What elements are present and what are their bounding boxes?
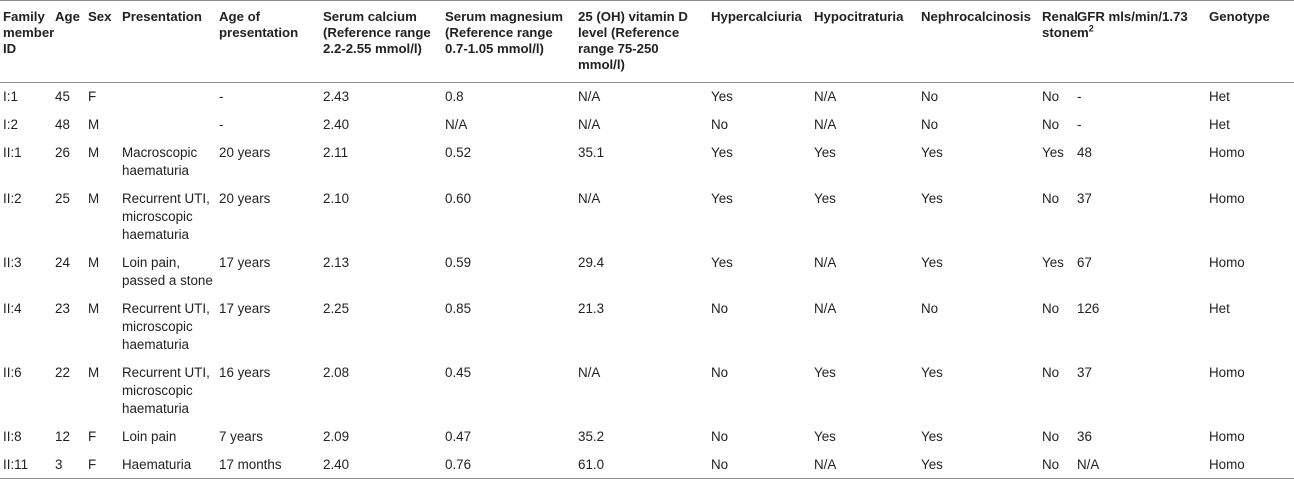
cell-age-of-presentation: 7 years [219,428,263,444]
header-age: Age [52,1,85,83]
cell-hypercalciuria: No [711,428,729,444]
cell-age-of-presentation: 20 years [219,190,271,206]
cell-hypercalciuria: No [711,300,729,316]
header-sex: Sex [85,1,119,83]
cell-age: 48 [55,116,70,132]
header-gfr-label: GFR mls/min/1.73 m [1077,9,1188,40]
cell-serum-calcium: 2.40 [320,451,442,479]
header-serum-magnesium: Serum magnesium (Reference range 0.7-1.05 mmol/l) [442,1,575,83]
cell-renal-stone: No [1042,89,1060,104]
cell-age: 45 [55,89,70,104]
header-age-of-presentation: Age of presentation [216,1,320,83]
cell-renal-stone: No [1039,451,1074,479]
cell-vitamin-d: N/A [578,116,601,132]
cell-genotype: Homo [1209,144,1245,160]
table-row [0,139,1294,185]
cell-vitamin-d: 29.4 [578,254,605,270]
cell-serum-calcium: 2.13 [323,254,350,270]
cell-renal-stone: No [1042,364,1060,380]
cell-vitamin-d: N/A [578,364,601,380]
table-row [0,83,1294,111]
cell-presentation: Recurrent UTI, microscopic haematuria [122,190,210,242]
cell-sex: F [85,451,119,479]
cell-hypocitraturia: Yes [814,364,836,380]
cell-age: 24 [55,254,70,270]
cell-presentation: Recurrent UTI, microscopic haematuria [122,300,210,352]
cell-nephrocalcinosis: Yes [921,144,943,160]
cell-hypocitraturia: Yes [814,428,836,444]
cell-presentation [119,111,216,139]
header-gfr [1074,1,1206,83]
header-gfr-superscript: 2 [1088,23,1094,34]
cell-age-of-presentation: 17 months [216,451,320,479]
cell-serum-magnesium: 0.52 [445,144,472,160]
cell-age-of-presentation: 17 years [219,300,271,316]
cell-serum-magnesium: 0.85 [445,300,472,316]
cell-serum-magnesium: 0.59 [445,254,472,270]
cell-gfr: - [1077,116,1082,132]
cell-vitamin-d: 35.2 [578,428,605,444]
cell-serum-calcium: 2.11 [323,144,349,160]
cell-member-id: II:2 [3,190,22,206]
cell-hypercalciuria: No [711,364,729,380]
cell-age: 26 [55,144,70,160]
cell-genotype: Homo [1209,364,1245,380]
cell-nephrocalcinosis: No [921,89,939,104]
cell-presentation [119,83,216,111]
cell-hypocitraturia: N/A [814,254,837,270]
cell-hypocitraturia: N/A [811,451,918,479]
cell-serum-calcium: 2.08 [323,364,350,380]
cell-serum-calcium: 2.09 [323,428,350,444]
cell-age-of-presentation: - [219,116,224,132]
cell-sex: F [88,428,97,444]
header-nephrocalcinosis: Nephrocalcinosis [918,1,1039,83]
cell-vitamin-d: 21.3 [578,300,605,316]
cell-age-of-presentation: 20 years [219,144,271,160]
cell-nephrocalcinosis: No [921,300,939,316]
cell-serum-magnesium: 0.76 [442,451,575,479]
header-serum-calcium: Serum calcium (Reference range 2.2-2.55 mmol/l) [320,1,442,83]
cell-serum-calcium: 2.25 [323,300,350,316]
cell-genotype: Het [1209,300,1230,316]
cell-sex: M [88,144,100,160]
table-row [0,451,1294,479]
cell-hypocitraturia: Yes [814,144,836,160]
cell-nephrocalcinosis: Yes [921,364,943,380]
cell-vitamin-d: N/A [578,190,601,206]
cell-nephrocalcinosis: Yes [921,254,943,270]
cell-age: 3 [52,451,85,479]
cell-hypocitraturia: N/A [814,89,837,104]
cell-nephrocalcinosis: Yes [918,451,1039,479]
table-row [0,249,1294,295]
cell-hypercalciuria: No [708,451,811,479]
cell-presentation: Recurrent UTI, microscopic haematuria [122,364,210,416]
cell-gfr: 37 [1077,190,1092,206]
cell-member-id: II:3 [3,254,22,270]
table-row [0,295,1294,359]
cell-renal-stone: Yes [1042,254,1064,270]
cell-nephrocalcinosis: Yes [921,428,943,444]
cell-renal-stone: No [1042,116,1060,132]
cell-member-id: II:1 [3,144,22,160]
cell-member-id: II:8 [3,428,22,444]
header-renal-stone: Renal stone [1039,1,1074,83]
cell-sex: M [88,116,100,132]
cell-sex: M [88,300,100,316]
cell-renal-stone: Yes [1042,144,1064,160]
cell-gfr: 37 [1077,364,1092,380]
cell-vitamin-d: N/A [578,89,601,104]
cell-genotype: Homo [1209,190,1245,206]
header-vitamin-d: 25 (OH) vitamin D level (Reference range 75-250 mmol/l) [575,1,708,83]
table-row [0,359,1294,423]
cell-presentation: Loin pain [122,428,177,444]
cell-age-of-presentation: 17 years [219,254,271,270]
cell-sex: M [88,190,100,206]
header-presentation: Presentation [119,1,216,83]
cell-age-of-presentation: - [219,89,224,104]
cell-renal-stone: No [1042,190,1060,206]
cell-gfr: 67 [1077,254,1092,270]
cell-hypercalciuria: Yes [711,190,733,206]
cell-presentation: Haematuria [119,451,216,479]
cell-gfr: - [1077,89,1082,104]
cell-gfr: N/A [1074,451,1206,479]
cell-serum-calcium: 2.10 [323,190,350,206]
cell-serum-magnesium: 0.45 [445,364,472,380]
table-row [0,111,1294,139]
cell-gfr: 36 [1077,428,1092,444]
header-genotype: Genotype [1206,1,1294,83]
cell-hypercalciuria: Yes [711,89,733,104]
table-row [0,185,1294,249]
cell-serum-magnesium: 0.8 [445,89,464,104]
cell-gfr: 126 [1077,300,1100,316]
cell-member-id: II:4 [3,300,22,316]
cell-genotype: Het [1209,116,1230,132]
cell-nephrocalcinosis: Yes [921,190,943,206]
cell-member-id: I:1 [3,89,18,104]
cell-gfr: 48 [1077,144,1092,160]
cell-serum-magnesium: 0.47 [445,428,472,444]
cell-genotype: Homo [1209,254,1245,270]
cell-age: 22 [55,364,70,380]
cell-hypocitraturia: N/A [814,116,837,132]
cell-presentation: Loin pain, passed a stone [122,254,213,288]
cell-sex: M [88,254,100,270]
table-row [0,423,1294,451]
cell-age-of-presentation: 16 years [219,364,271,380]
cell-serum-magnesium: N/A [445,116,468,132]
table-header-row [0,1,1294,83]
cell-sex: M [88,364,100,380]
cell-vitamin-d: 61.0 [575,451,708,479]
cell-hypocitraturia: Yes [814,190,836,206]
cell-member-id: II:6 [3,364,22,380]
cell-genotype: Het [1209,89,1230,104]
cell-member-id: I:2 [3,116,18,132]
cell-serum-calcium: 2.43 [323,89,350,104]
header-family-member-id: Family member ID [0,1,52,83]
cell-age: 25 [55,190,70,206]
header-hypocitraturia: Hypocitraturia [811,1,918,83]
cell-hypocitraturia: N/A [814,300,837,316]
cell-vitamin-d: 35.1 [578,144,605,160]
cell-member-id: II:11 [0,451,52,479]
cell-sex: F [88,89,97,104]
cell-age: 23 [55,300,70,316]
cell-genotype: Homo [1206,451,1294,479]
cell-genotype: Homo [1209,428,1245,444]
cell-serum-calcium: 2.40 [323,116,350,132]
cell-serum-magnesium: 0.60 [445,190,472,206]
table-body [0,83,1294,479]
cell-age: 12 [55,428,70,444]
cell-presentation: Macroscopic haematuria [122,144,198,178]
header-hypercalciuria: Hypercalciuria [708,1,811,83]
cell-renal-stone: No [1042,428,1060,444]
cell-hypercalciuria: No [711,116,729,132]
cell-renal-stone: No [1042,300,1060,316]
cell-hypercalciuria: Yes [711,254,733,270]
cell-hypercalciuria: Yes [711,144,733,160]
cell-nephrocalcinosis: No [921,116,939,132]
